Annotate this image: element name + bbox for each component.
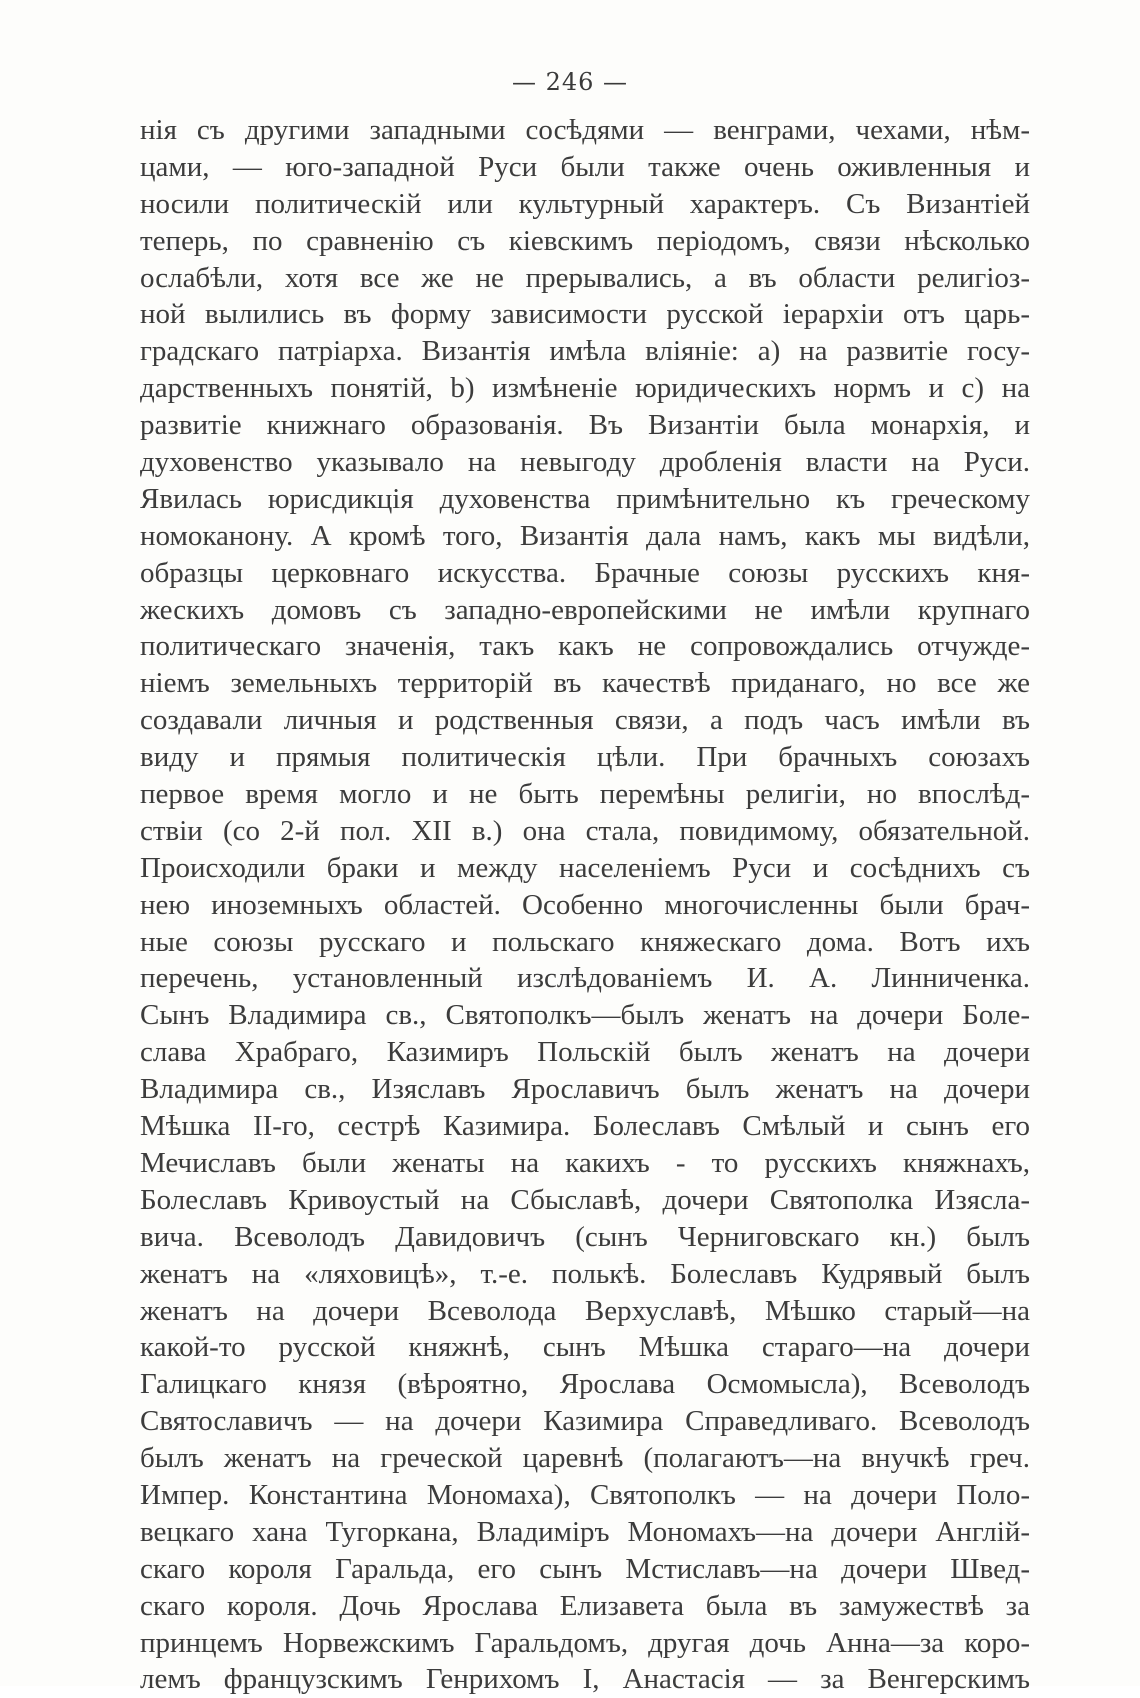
text-line: Галицкаго князя (вѣроятно, Ярослава Осмомысла), Всеволодъ: [140, 1368, 1030, 1401]
text-line: градскаго патріарха. Византія имѣла вліяніе: a) на развитіе госу-: [140, 335, 1030, 368]
text-line: нею иноземныхъ областей. Особенно многочисленны были брач-: [140, 888, 1030, 921]
text-line: Мѣшка II-го, сестрѣ Казимира. Болеславъ Смѣлый и сынъ его: [140, 1110, 1030, 1143]
text-line: ные союзы русскаго и польскаго княжескаго дома. Вотъ ихъ: [140, 925, 1030, 958]
text-line: Болеславъ Кривоустый на Сбыславѣ, дочери Святополка Изясла-: [140, 1183, 1030, 1216]
text-line: Святославичъ — на дочери Казимира Справедливаго. Всеволодъ: [140, 1405, 1030, 1438]
text-line: нія съ другими западными сосѣдями — венграми, чехами, нѣм-: [140, 114, 1030, 146]
text-line: какой-то русской княжнѣ, сынъ Мѣшка стараго—на дочери: [140, 1331, 1030, 1364]
text-line: былъ женатъ на греческой царевнѣ (полагаютъ—на внучкѣ греч.: [140, 1442, 1030, 1475]
text-line: цами, — юго-западной Руси были также очень оживленныя и: [140, 150, 1030, 183]
text-line: виду и прямыя политическія цѣли. При брачныхъ союзахъ: [140, 741, 1030, 774]
text-line: духовенство указывало на невыгоду дробленія власти на Руси.: [140, 446, 1030, 479]
text-line: Мечиславъ были женаты на какихъ - то русскихъ княжнахъ,: [140, 1146, 1030, 1179]
text-line: слава Храбраго, Казимиръ Польскій былъ женатъ на дочери: [140, 1036, 1030, 1069]
text-line: первое время могло и не быть перемѣны религіи, но впослѣд-: [140, 778, 1030, 811]
text-line: Явилась юрисдикція духовенства примѣнительно къ греческому: [140, 482, 1030, 515]
text-line: Импер. Константина Мономаха), Святополкъ — на дочери Поло-: [140, 1478, 1030, 1511]
body-text: [140, 112, 1030, 1698]
text-line: вецкаго хана Тугоркана, Владиміръ Мономахъ—на дочери Англій-: [140, 1515, 1030, 1548]
text-line: номоканону. А кромѣ того, Византія дала намъ, какъ мы видѣли,: [140, 519, 1030, 552]
text-line: вича. Всеволодъ Давидовичъ (сынъ Черниговскаго кн.) былъ: [140, 1220, 1030, 1253]
text-line: женатъ на дочери Всеволода Верхуславѣ, Мѣшко старый—на: [140, 1294, 1030, 1327]
text-line: политическаго значенія, такъ какъ не сопровождались отчужде-: [140, 630, 1030, 663]
text-line: скаго короля Гаральда, его сынъ Мстиславъ—на дочери Швед-: [140, 1552, 1030, 1585]
text-line: перечень, установленный изслѣдованіемъ И. А. Линниченка.: [140, 962, 1030, 995]
page-number: — 246 —: [511, 68, 629, 96]
text-line: создавали личныя и родственныя связи, а подъ часъ имѣли въ: [140, 704, 1030, 737]
text-line: дарственныхъ понятій, b) измѣненіе юридическихъ нормъ и c) на: [140, 372, 1030, 405]
text-line: развитіе книжнаго образованія. Въ Византіи была монархія, и: [140, 409, 1030, 442]
text-line: Сынъ Владимира св., Святополкъ—былъ женатъ на дочери Боле-: [140, 999, 1030, 1032]
text-line: лемъ французскимъ Генрихомъ I, Анастасія — за Венгерскимъ: [140, 1663, 1030, 1696]
text-line: Происходили браки и между населеніемъ Руси и сосѣднихъ съ: [140, 851, 1030, 884]
text-line: образцы церковнаго искусства. Брачные союзы русскихъ кня-: [140, 556, 1030, 589]
text-line: ной вылились въ форму зависимости русской іерархіи отъ царь-: [140, 298, 1030, 331]
text-line: ствіи (со 2-й пол. XII в.) она стала, повидимому, обязательной.: [140, 814, 1030, 847]
text-line: теперь, по сравненію съ кіевскимъ періодомъ, связи нѣсколько: [140, 224, 1030, 257]
text-line: жескихъ домовъ съ западно-европейскими не имѣли крупнаго: [140, 593, 1030, 626]
text-line: носили политическій или культурный характеръ. Съ Византіей: [140, 187, 1030, 220]
text-line: Владимира св., Изяславъ Ярославичъ былъ женатъ на дочери: [140, 1073, 1030, 1106]
text-line: принцемъ Норвежскимъ Гаральдомъ, другая дочь Анна—за коро-: [140, 1626, 1030, 1659]
text-line: ослабѣли, хотя все же не прерывались, а въ области религіоз-: [140, 261, 1030, 294]
text-line: ніемъ земельныхъ территорій въ качествѣ приданаго, но все же: [140, 667, 1030, 700]
text-line: скаго короля. Дочь Ярослава Елизавета была въ замужествѣ за: [140, 1589, 1030, 1622]
text-line: женатъ на «ляховицѣ», т.-е. полькѣ. Болеславъ Кудрявый былъ: [140, 1257, 1030, 1290]
